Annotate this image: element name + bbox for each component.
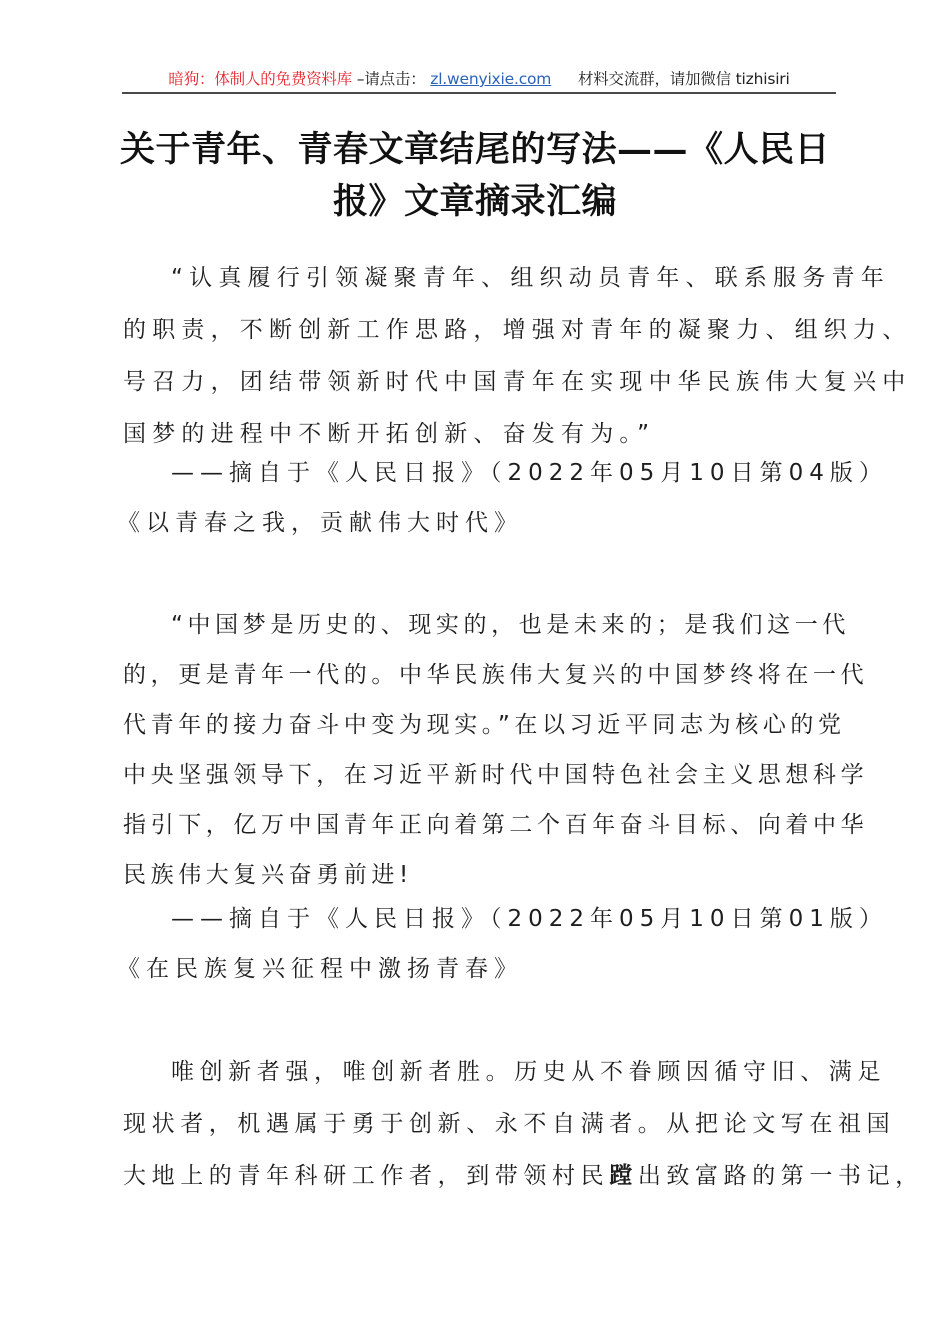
title-line-1: 关于青年、青春文章结尾的写法——《人民日 (119, 129, 830, 170)
header-contact-note: 材料交流群，请加微信 tizhisiri (577, 70, 790, 88)
citation-article-title: 《在民族复兴征程中激扬青春》 (117, 956, 523, 982)
paragraph-line: 的职责，不断创新工作思路，增强对青年的凝聚力、组织力、 (123, 317, 912, 343)
paragraph-line: 号召力，团结带领新时代中国青年在实现中华民族伟大复兴中 (123, 369, 912, 395)
emphasis-character: 蹚 (609, 1163, 638, 1189)
line-segment: 大地上的青年科研工作者，到带领村民 (123, 1163, 610, 1189)
body-paragraph-3 (123, 1046, 924, 1202)
paragraph-line: 国梦的进程中不断开拓创新、奋发有为。” (123, 421, 656, 447)
source-citation-1 (117, 448, 888, 548)
paragraph-line: 中央坚强领导下，在习近平新时代中国特色社会主义思想科学 (123, 762, 869, 788)
line-segment: 出致富路的第一书记， (637, 1163, 924, 1189)
header-website-link[interactable]: zl.wenyixie.com (430, 70, 552, 88)
quote-paragraph-2 (123, 600, 869, 900)
paragraph-line: 唯创新者强，唯创新者胜。历史从不眷顾因循守旧、满足 (171, 1059, 886, 1085)
citation-article-title: 《以青春之我，贡献伟大时代》 (117, 510, 523, 536)
citation-source: ——摘自于《人民日报》（2022年05月10日第04版） (171, 460, 888, 486)
paragraph-line: 民族伟大复兴奋勇前进! (123, 862, 413, 888)
paragraph-line: 代青年的接力奋斗中变为现实。”在以习近平同志为核心的党 (123, 712, 846, 738)
citation-source: ——摘自于《人民日报》（2022年05月10日第01版） (171, 906, 888, 932)
header-divider (122, 92, 836, 94)
paragraph-line: 指引下，亿万中国青年正向着第二个百年奋斗目标、向着中华 (123, 812, 869, 838)
document-title (110, 124, 840, 228)
source-citation-2 (117, 894, 888, 994)
paragraph-line: 的，更是青年一代的。中华民族伟大复兴的中国梦终将在一代 (123, 662, 869, 688)
paragraph-line: 现状者，机遇属于勇于创新、永不自满者。从把论文写在祖国 (123, 1111, 896, 1137)
paragraph-line (123, 1150, 924, 1202)
header-brand-text: 暗狗：体制人的免费资料库 (168, 70, 353, 88)
header-banner (122, 66, 836, 92)
paragraph-line: “中国梦是历史的、现实的，也是未来的；是我们这一代 (171, 612, 850, 638)
quote-paragraph-1 (123, 252, 912, 460)
paragraph-line: “认真履行引领凝聚青年、组织动员青年、联系服务青年 (171, 265, 890, 291)
header-prompt-text: –请点击： (356, 70, 426, 88)
title-line-2: 报》文章摘录汇编 (332, 181, 617, 222)
